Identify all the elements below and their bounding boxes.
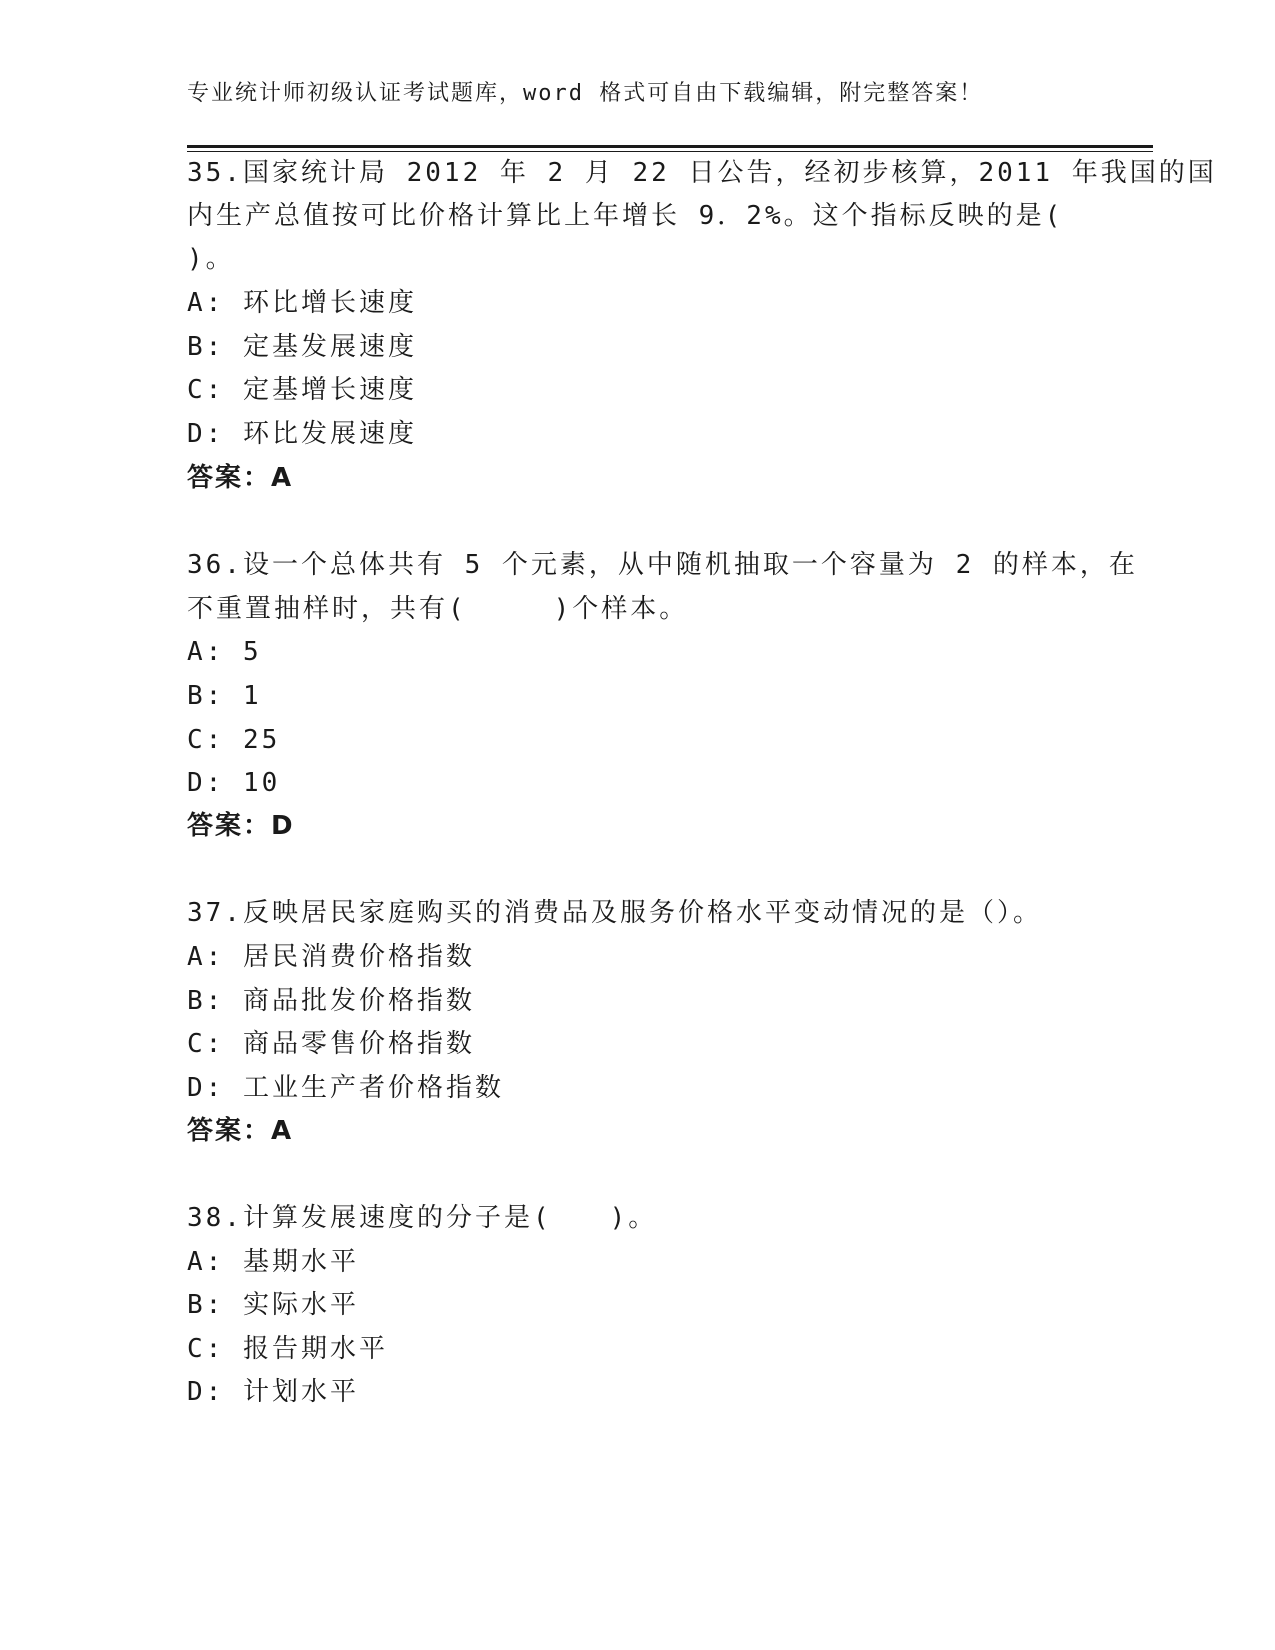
question-36-stem-line-1: 36.设一个总体共有 5 个元素，从中随机抽取一个容量为 2 的样本，在: [187, 550, 1138, 580]
question-35-option-c: C: 定基增长速度: [187, 375, 417, 405]
question-35-option-d: D: 环比发展速度: [187, 419, 417, 449]
question-35-answer: 答案：A: [187, 463, 294, 493]
question-38-option-d: D: 计划水平: [187, 1377, 359, 1407]
question-38-option-a: A: 基期水平: [187, 1247, 359, 1277]
header-rule-thin: [187, 151, 1153, 152]
question-37-answer: 答案：A: [187, 1116, 294, 1146]
question-35-stem-line-1: 35.国家统计局 2012 年 2 月 22 日公告，经初步核算，2011 年我国的国: [187, 158, 1217, 188]
question-37-option-d: D: 工业生产者价格指数: [187, 1073, 504, 1103]
question-37-stem-line-1: 37.反映居民家庭购买的消费品及服务价格水平变动情况的是（）。: [187, 898, 1042, 928]
question-36-option-c: C: 25: [187, 725, 281, 755]
question-36-option-b: B: 1: [187, 681, 262, 711]
question-36-option-d: D: 10: [187, 768, 281, 798]
question-38-option-c: C: 报告期水平: [187, 1334, 388, 1364]
question-35-option-b: B: 定基发展速度: [187, 332, 417, 362]
question-35-option-a: A: 环比增长速度: [187, 288, 417, 318]
question-36-option-a: A: 5: [187, 637, 262, 667]
question-37-option-c: C: 商品零售价格指数: [187, 1029, 475, 1059]
question-35-stem-line-3: )。: [187, 244, 235, 274]
question-36-answer: 答案：D: [187, 811, 295, 841]
question-35-stem-line-2: 内生产总值按可比价格计算比上年增长 9．2%。这个指标反映的是(: [187, 201, 1064, 231]
question-38-option-b: B: 实际水平: [187, 1290, 359, 1320]
header-rule-thick: [187, 145, 1153, 148]
question-36-stem-line-2: 不重置抽样时，共有( )个样本。: [187, 594, 689, 624]
question-37-option-a: A: 居民消费价格指数: [187, 942, 475, 972]
page-header: 专业统计师初级认证考试题库，word 格式可自由下载编辑，附完整答案！: [187, 81, 984, 106]
question-38-stem-line-1: 38.计算发展速度的分子是( )。: [187, 1203, 658, 1233]
question-37-option-b: B: 商品批发价格指数: [187, 986, 475, 1016]
